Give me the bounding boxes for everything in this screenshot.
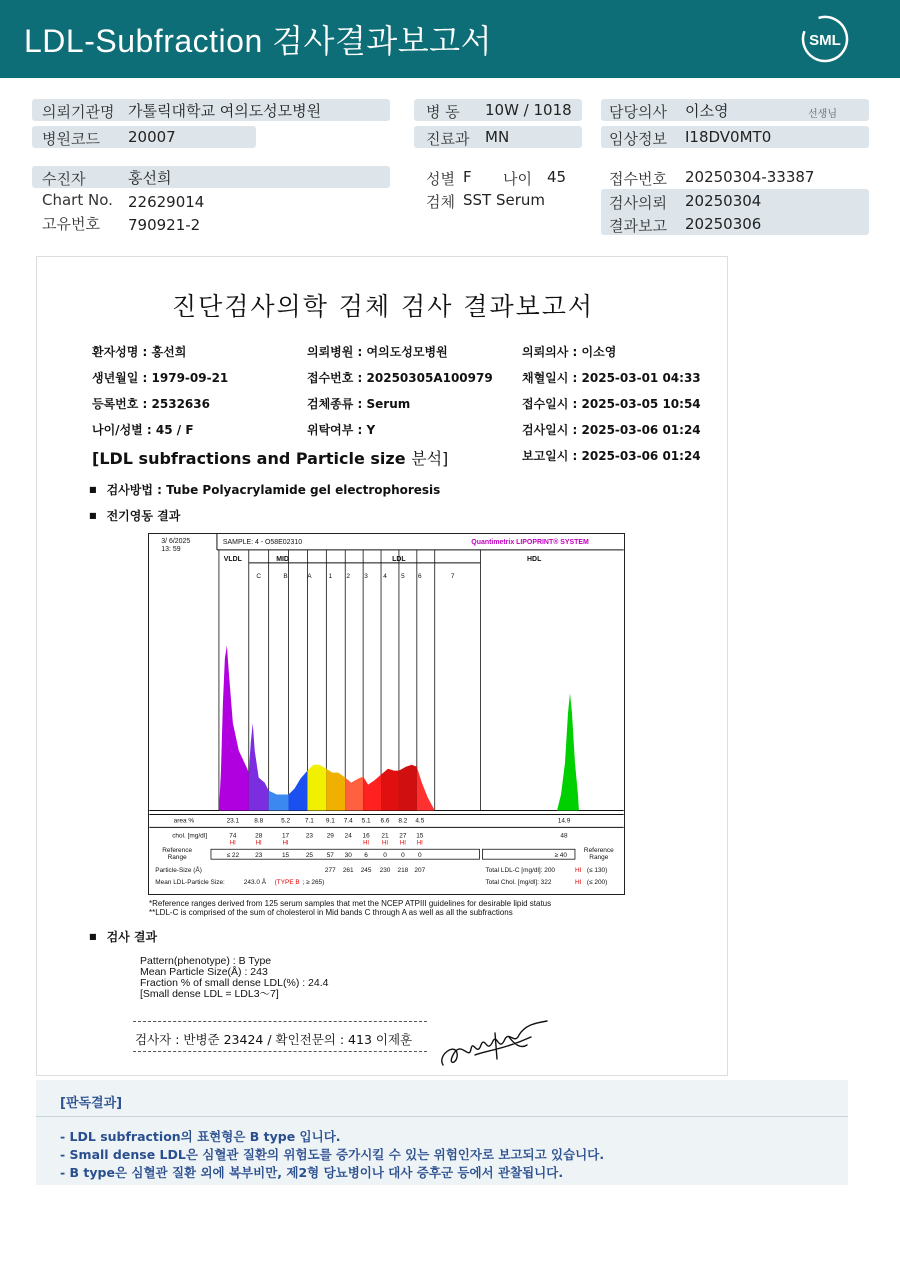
field-test-date: 검사일시 : 2025-03-06 01:24: [522, 423, 701, 437]
unique-label: 고유번호: [42, 215, 100, 233]
ref-value-0: ≤ 22: [226, 852, 240, 860]
ref-value-2: 15: [281, 852, 290, 860]
hi-flag-8: HI: [399, 840, 406, 847]
area-label: area %: [173, 817, 195, 825]
age-label: 나이: [503, 170, 532, 188]
peak-ldl-1: [307, 765, 326, 811]
ps-label: Particle-Size (Å): [155, 867, 202, 875]
judgement-line-2: - Small dense LDL은 심혈관 질환의 위험도를 증가시킬 수 있는 위험인자로 보고되고 있습니다.: [60, 1147, 605, 1162]
lipoprint-chart: [148, 533, 625, 895]
band-label-1: 1: [328, 572, 333, 580]
band-group-vldl: VLDL: [223, 555, 242, 563]
ref-value-3: 25: [305, 852, 314, 860]
ward-label: 병 동: [426, 103, 460, 121]
section-title-en: [LDL subfractions and Particle size: [92, 449, 406, 468]
section-title: [92, 446, 448, 469]
band-label-2: 2: [346, 572, 351, 580]
peak-ldl-2: [326, 769, 345, 811]
band-label-A: A: [307, 572, 312, 580]
result-line-2: Mean Particle Size(Å) : 243: [140, 966, 268, 978]
chol-value-0: 74: [229, 832, 237, 840]
ref-value-9: 0: [418, 852, 422, 860]
report-title: 진단검사의학 검체 검사 결과보고서: [171, 292, 595, 321]
hosp-code-label: 병원코드: [42, 130, 100, 148]
hi-flag-1: HI: [255, 840, 262, 847]
hi-flag-9: HI: [416, 840, 423, 847]
band-group-ldl: LDL: [392, 555, 406, 563]
peak-vldl: [219, 645, 249, 810]
req-inst-label: 의뢰기관명: [42, 103, 115, 121]
judgement-divider: [36, 1116, 848, 1117]
chol-value-10: 48: [560, 832, 568, 840]
ps-value-0: 277: [324, 867, 336, 875]
result-line-3: Fraction % of small dense LDL(%) : 24.4: [140, 977, 329, 989]
hi-flag-0: HI: [229, 840, 236, 847]
ref-value-6: 6: [364, 852, 368, 860]
ref-label-hdl-2: Range: [589, 854, 609, 862]
peak-ldl-3: [345, 777, 363, 811]
ref-label-hdl-1: Reference: [583, 847, 614, 855]
sex-value: F: [463, 168, 472, 186]
chol-value-4: 29: [326, 832, 334, 840]
specimen-value: SST Serum: [463, 191, 546, 209]
sml-logo: [800, 14, 850, 64]
dash-bottom: [133, 1051, 427, 1052]
ps-value-1: 261: [342, 867, 354, 875]
specimen-label: 검체: [426, 193, 455, 211]
band-label-4: 4: [383, 572, 387, 580]
section-title-ko: 분석]: [411, 449, 449, 468]
area-value-1: 8.8: [254, 817, 264, 825]
area-value-6: 5.1: [361, 817, 371, 825]
judgement-line-1: - LDL subfraction의 표현형은 B type 입니다.: [60, 1129, 341, 1144]
mean-ref: ; ≥ 265): [302, 879, 325, 887]
chol-value-3: 23: [305, 832, 314, 840]
sex-label: 성별: [426, 170, 455, 188]
area-value-8: 8.2: [398, 817, 408, 825]
judgement-line-3: - B type은 심혈관 질환 외에 복부비만, 제2형 당뇨병이나 대사 증후군 등에서 관찰됩니다.: [60, 1165, 564, 1180]
resultrep-label: 결과보고: [609, 217, 667, 235]
ps-value-5: 207: [414, 867, 426, 875]
ref-value-5: 30: [344, 852, 352, 860]
age-value: 45: [547, 168, 567, 186]
total-ldl-hi: HI: [574, 867, 582, 875]
doctor-signature: [435, 1015, 555, 1075]
clinical-label: 임상정보: [609, 130, 667, 148]
ps-value-3: 230: [379, 867, 391, 875]
ref-hdl: ≥ 40: [554, 852, 567, 860]
field-birth: 생년월일 : 1979-09-21: [92, 371, 229, 385]
field-req-doc: 의뢰의사 : 이소영: [522, 345, 617, 359]
chol-value-1: 28: [255, 832, 263, 840]
ref-value-1: 23: [255, 852, 263, 860]
testreq-value: 20250304: [685, 192, 762, 210]
ref-label-1: Reference: [162, 847, 193, 855]
peak-ldl-4: [363, 775, 381, 811]
field-spec-type: 검체종류 : Serum: [307, 397, 411, 411]
receipt-label: 접수번호: [609, 170, 667, 188]
field-recv: 접수일시 : 2025-03-05 10:54: [522, 397, 701, 411]
chart-label: Chart No.: [42, 191, 113, 209]
ref-value-7: 0: [383, 852, 387, 860]
peak-hdl: [557, 693, 579, 810]
testreq-label: 검사의뢰: [609, 194, 667, 212]
result-line-1: Pattern(phenotype) : B Type: [140, 955, 272, 967]
chol-value-6: 16: [362, 832, 370, 840]
field-collect: 채혈일시 : 2025-03-01 04:33: [522, 371, 701, 385]
mean-type: (TYPE B: [274, 879, 300, 887]
doctor-label: 담당의사: [609, 103, 667, 121]
band-group-mid: MID: [276, 555, 289, 563]
footnote-1: *Reference ranges derived from 125 serum samples that met the NCEP ATPIII guidelines for desirable lipid status: [149, 899, 552, 908]
hi-flag-7: HI: [382, 840, 388, 847]
clinical-value: I18DV0MT0: [685, 128, 772, 146]
area-value-5: 7.4: [343, 817, 353, 825]
band-label-7: 7: [450, 572, 455, 580]
area-value-2: 5.2: [281, 817, 291, 825]
result-line-4: [Small dense LDL = LDL3～7]: [140, 988, 279, 1000]
page-title: LDL-Subfraction 검사결과보고서: [24, 23, 493, 59]
chol-value-2: 17: [281, 832, 290, 840]
method-line: ■ 검사방법 : Tube Polyacrylamide gel electrophoresis: [89, 481, 440, 498]
field-req-hosp: 의뢰병원 : 여의도성모병원: [307, 345, 448, 359]
ward-value: 10W / 1018: [485, 101, 572, 119]
area-value-4: 9.1: [325, 817, 335, 825]
bar-patient: [32, 166, 390, 188]
total-chol: Total Chol. [mg/dl]: 322: [485, 879, 552, 887]
mean-label: Mean LDL-Particle Size:: [155, 879, 225, 887]
band-label-B: B: [283, 572, 288, 580]
ps-value-2: 245: [360, 867, 372, 875]
band-label-3: 3: [364, 572, 368, 580]
chart-brand: Quantimetrix LIPOPRINT® SYSTEM: [471, 538, 589, 546]
dept-value: MN: [485, 128, 510, 146]
chol-value-8: 27: [399, 832, 407, 840]
field-receipt: 접수번호 : 20250305A100979: [307, 371, 493, 385]
band-label-5: 5: [401, 572, 405, 580]
chart-sample: SAMPLE: 4 - O58E02310: [222, 538, 303, 546]
unique-value: 790921-2: [128, 216, 201, 234]
peak-mid-b: [269, 791, 289, 811]
peak-mid-a: [289, 771, 308, 811]
resultrep-value: 20250306: [685, 215, 762, 233]
dept-label: 진료과: [426, 130, 470, 148]
electro-heading: ■ 전기영동 결과: [89, 507, 180, 524]
ref-label-2: Range: [167, 854, 187, 862]
field-consign: 위탁여부 : Y: [307, 423, 376, 437]
patient-value: 홍선희: [128, 169, 172, 187]
ps-value-4: 218: [397, 867, 409, 875]
total-ldl: Total LDL-C [mg/dl]: 200: [485, 867, 556, 875]
mean-value: 243.0 Å: [243, 879, 267, 887]
patient-label: 수진자: [42, 170, 86, 188]
area-value-0: 23.1: [226, 817, 240, 825]
chol-value-5: 24: [344, 832, 352, 840]
ref-value-8: 0: [401, 852, 405, 860]
doctor-value: 이소영: [685, 102, 729, 120]
field-name: 환자성명 : 홍선희: [92, 345, 187, 359]
peak-ldl-5: [381, 769, 399, 811]
chol-value-7: 21: [381, 832, 389, 840]
hi-flag-2: HI: [282, 840, 289, 847]
area-value-7: 6.6: [380, 817, 390, 825]
band-label-6: 6: [418, 572, 422, 580]
peak-ldl-6: [399, 765, 417, 811]
total-ldl-ref: (≤ 130): [586, 867, 608, 875]
band-label-C: C: [256, 572, 262, 580]
receipt-value: 20250304-33387: [685, 168, 815, 186]
peak-mid-c: [249, 723, 269, 811]
field-agesex: 나이/성별 : 45 / F: [92, 423, 194, 437]
doctor-suffix: 선생님: [808, 109, 837, 120]
peak-ldl-7: [417, 767, 435, 811]
hosp-code-value: 20007: [128, 128, 176, 146]
chart-time: 13: 59: [161, 545, 181, 553]
judgement-box: [36, 1080, 848, 1185]
total-chol-hi: HI: [574, 879, 582, 887]
area-value-10: 14.9: [557, 817, 571, 825]
signature-line: 검사자 : 반병준 23424 / 확인전문의 : 413 이제훈: [135, 1032, 413, 1047]
field-regno: 등록번호 : 2532636: [92, 397, 210, 411]
logo-text: SML: [809, 32, 841, 49]
chol-value-9: 15: [416, 832, 424, 840]
dash-top: [133, 1021, 427, 1022]
band-group-hdl: HDL: [527, 555, 542, 563]
chart-date: 3/ 6/2025: [161, 537, 191, 545]
header-bar: [0, 0, 900, 78]
judgement-title: [판독결과]: [60, 1096, 123, 1111]
req-inst-value: 가톨릭대학교 여의도성모병원: [128, 102, 322, 120]
area-value-9: 4.5: [415, 817, 425, 825]
area-value-3: 7.1: [304, 817, 314, 825]
hi-flag-6: HI: [363, 840, 370, 847]
footnote-2: **LDL-C is comprised of the sum of cholesterol in Mid bands C through A as well as all the subfractions: [149, 908, 513, 917]
result-heading: ■ 검사 결과: [89, 928, 157, 945]
chart-value: 22629014: [128, 193, 205, 211]
field-report-date: 보고일시 : 2025-03-06 01:24: [522, 449, 701, 463]
chol-label: chol. [mg/dl]: [172, 832, 207, 840]
ref-value-4: 57: [326, 852, 334, 860]
total-chol-ref: (≤ 200): [586, 879, 608, 887]
